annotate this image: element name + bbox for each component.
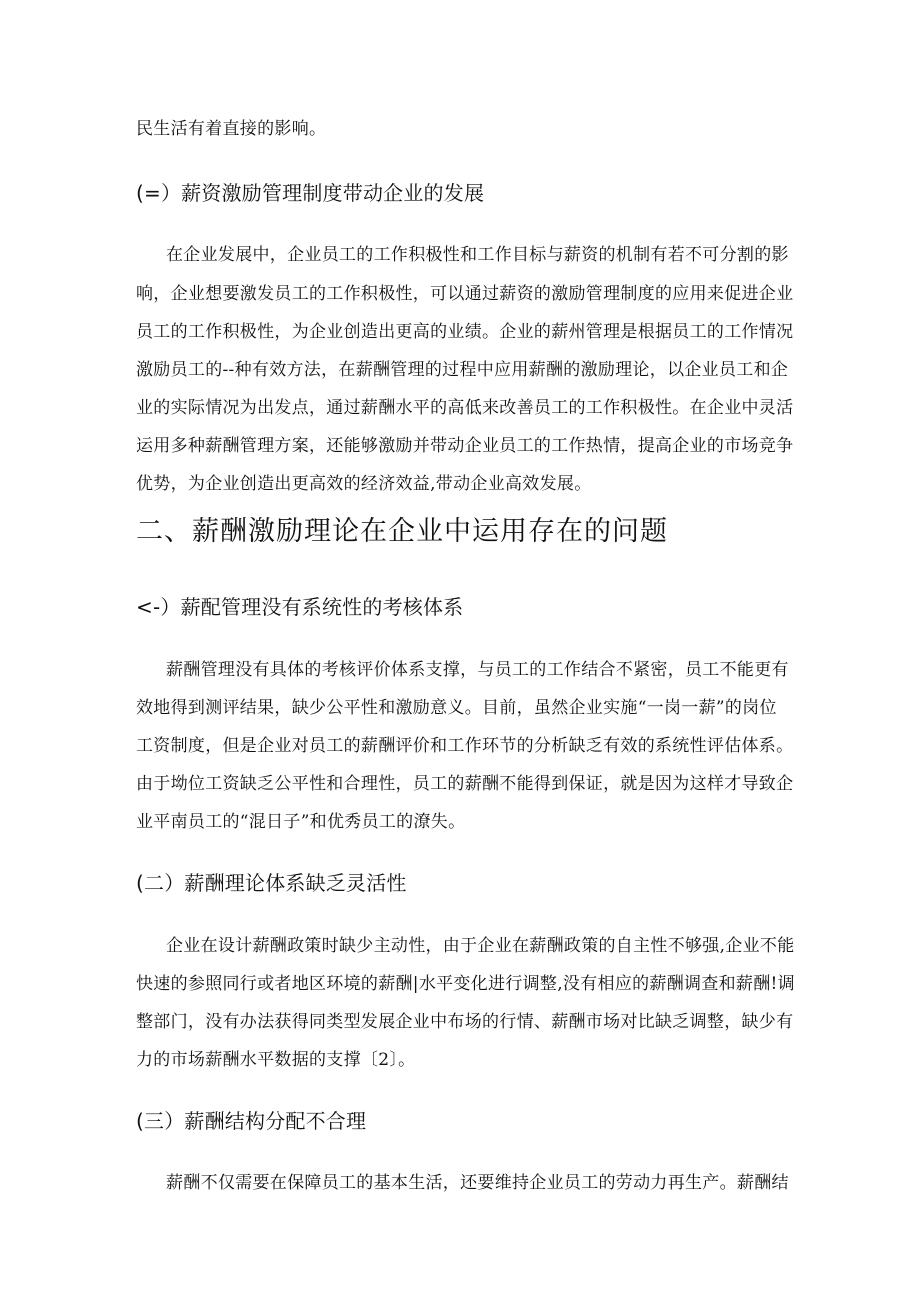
paragraph-line: 工资制度，但是企业对员工的薪酬评价和工作环节的分析缺乏有效的系统性评估体系。: [136, 736, 794, 756]
paragraph-line: 在企业发展中，企业员工的工作积极性和工作目标与薪资的机制有若不可分割的影: [166, 245, 789, 265]
paragraph-line: 运用多种薪酬管理方案，还能够激励并带动企业员工的工作热情，提高企业的市场竞争: [136, 436, 794, 456]
paragraph-line: 效地得到测评结果，缺少公平性和激励意义。目前，虽然企业实施“一岗一薪”的岗位: [136, 698, 777, 718]
paragraph-line: 整部门，没有办法获得同类型发展企业中布场的行情、薪酬市场对比缺乏调整，缺少有: [136, 1012, 794, 1032]
section-heading-unreasonable-structure: (三）薪酬结构分配不合理: [136, 1109, 367, 1133]
paragraph-line: 响，企业想要激发员工的工作积极性，可以通过薪资的激励管理制度的应用来促进企业: [136, 284, 794, 304]
section-heading-lacks-flexibility: (二）薪酬理论体系缺乏灵活性: [136, 871, 407, 895]
paragraph-line: 业的实际情况为出发点，通过薪酬水平的高低来改善员工的工作积极性。在企业中灵活: [136, 398, 794, 418]
paragraph-line: 激励员工的--种有效方法，在薪酬管理的过程中应用薪酬的激励理论，以企业员工和企: [136, 360, 789, 380]
section-heading-incentive-development: (=）薪资激励管理制度带动企业的发展: [136, 181, 485, 205]
paragraph-line: 薪酬不仅需要在保障员工的基本生活，还要维持企业员工的劳动力再生产。薪酬结: [166, 1173, 789, 1193]
paragraph-line: 薪酬管理没有具体的考核评价体系支撑，与员工的工作结合不紧密，员工不能更有: [166, 660, 789, 680]
paragraph-line: 员工的工作积极性，为企业创造出更高的业绩。企业的薪州管理是根据员工的工作情况: [136, 322, 794, 342]
paragraph-line: 优势，为企业创造出更高效的经济效益,带动企业高效发展。: [136, 474, 592, 494]
paragraph-line: 力的市场薪酬水平数据的支撑〔2〕。: [136, 1050, 416, 1070]
section-heading-no-assessment-system: <-）薪配管理没有系统性的考核体系: [136, 595, 464, 619]
paragraph-line: 由于坳位工资缺乏公平性和合理性，员工的薪酬不能得到保证，就是因为这样才导致企: [136, 774, 794, 794]
paragraph-line: 快速的参照同行或者地区环境的薪酬|水平变化进行调整,没有相应的薪酬调查和薪酬!调: [136, 974, 795, 994]
chapter-heading-problems: 二、薪酬激励理论在企业中运用存在的问题: [136, 516, 668, 547]
paragraph-line: 企业在设计薪酬政策时缺少主动性，由于企业在薪酬政策的自主性不够强,企业不能: [166, 936, 795, 956]
paragraph-continuation-line: 民生活有着直接的影响。: [136, 119, 327, 139]
paragraph-line: 业平南员工的“混日子”和优秀员工的潦失。: [136, 812, 466, 832]
